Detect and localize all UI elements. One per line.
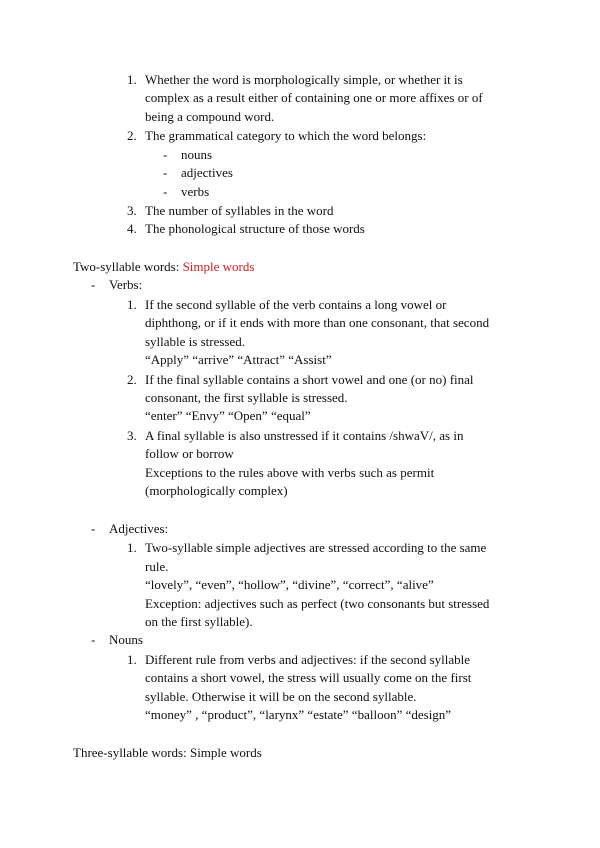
rule-text: rule.	[145, 559, 169, 574]
list-number: 3.	[127, 203, 137, 218]
rule-text: follow or borrow	[145, 446, 234, 461]
section-heading: Three-syllable words: Simple words	[73, 745, 262, 760]
section-heading	[73, 258, 254, 276]
rule-text: If the final syllable contains a short vowel and one (or no) final	[145, 372, 474, 387]
rule-text: Two-syllable simple adjectives are stressed according to the same	[145, 540, 487, 555]
list-item-text: The phonological structure of those words	[145, 221, 365, 236]
list-item-text: The number of syllables in the word	[145, 203, 334, 218]
category-item: nouns	[181, 147, 213, 162]
bullet-dash: -	[163, 165, 168, 180]
category-item: adjectives	[181, 165, 233, 180]
list-item-text: The grammatical category to which the word belongs:	[145, 128, 427, 143]
rule-text: syllable. Otherwise it will be on the second syllable.	[145, 689, 417, 704]
list-number: 3.	[127, 428, 137, 443]
rule-text: Exception: adjectives such as perfect (two consonants but stressed	[145, 596, 490, 611]
bullet-dash: -	[163, 147, 168, 162]
rule-examples: “enter” “Envy” “Open” “equal”	[145, 408, 311, 423]
rule-text: syllable is stressed.	[145, 334, 246, 349]
nouns-label: Nouns	[109, 632, 143, 647]
rule-text: If the second syllable of the verb contains a long vowel or	[145, 297, 447, 312]
list-item-text: Whether the word is morphologically simple, or whether it is	[145, 72, 463, 87]
bullet-dash: -	[91, 632, 96, 647]
list-number: 1.	[127, 540, 137, 555]
list-number: 4.	[127, 221, 137, 236]
rule-examples: “Apply” “arrive” “Attract” “Assist”	[145, 352, 332, 367]
rule-text: Different rule from verbs and adjectives: if the second syllable	[145, 652, 471, 667]
list-number: 2.	[127, 372, 137, 387]
bullet-dash: -	[163, 184, 168, 199]
list-number: 1.	[127, 72, 137, 87]
section-heading-text: Two-syllable words:	[73, 259, 183, 274]
rule-text: Exceptions to the rules above with verbs such as permit	[145, 465, 435, 480]
bullet-dash: -	[91, 277, 96, 292]
rule-text: on the first syllable).	[145, 614, 253, 629]
list-number: 2.	[127, 128, 137, 143]
rule-text: (morphologically complex)	[145, 483, 288, 498]
rule-examples: “lovely”, “even”, “hollow”, “divine”, “correct”, “alive”	[145, 577, 434, 592]
list-number: 1.	[127, 652, 137, 667]
rule-text: contains a short vowel, the stress will usually come on the first	[145, 670, 472, 685]
verbs-label: Verbs:	[109, 277, 143, 292]
list-item-text: complex as a result either of containing one or more affixes or of	[145, 90, 483, 105]
list-item-text: being a compound word.	[145, 109, 275, 124]
category-item: verbs	[181, 184, 210, 199]
bullet-dash: -	[91, 521, 96, 536]
adjectives-label: Adjectives:	[109, 521, 169, 536]
rule-examples: “money” , “product”, “larynx” “estate” “balloon” “design”	[145, 707, 452, 722]
section-heading-highlight: Simple words	[182, 259, 255, 274]
rule-text: consonant, the first syllable is stressed.	[145, 390, 348, 405]
rule-text: A final syllable is also unstressed if it contains /shwaV/, as in	[145, 428, 464, 443]
list-number: 1.	[127, 297, 137, 312]
rule-text: diphthong, or if it ends with more than one consonant, that second	[145, 315, 490, 330]
